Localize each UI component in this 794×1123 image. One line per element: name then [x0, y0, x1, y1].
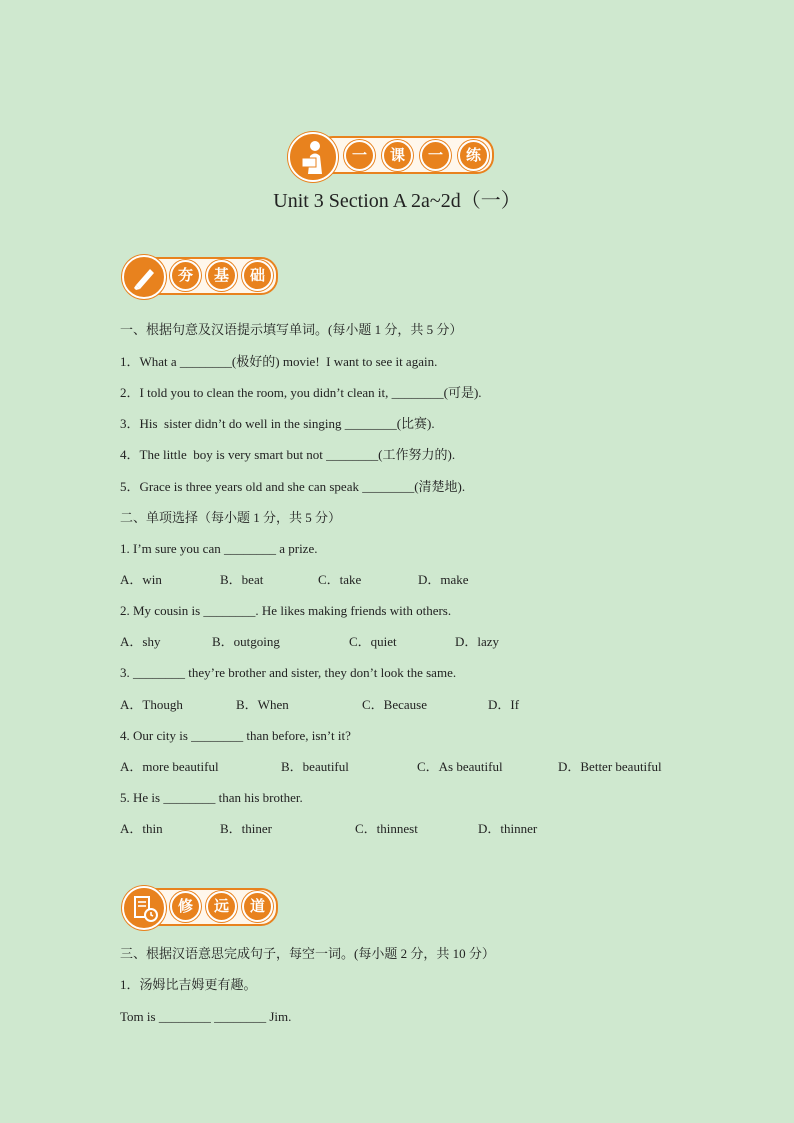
question-1-option-a: A．win [120, 572, 162, 587]
section-1-item-4: 4．The little boy is very smart but not ________(工作努力的). [120, 447, 456, 462]
question-5-option-a: A．thin [120, 821, 163, 836]
header-banner-char-4: 练 [458, 140, 489, 171]
header-banner-char-2: 课 [382, 140, 413, 171]
page-title: Unit 3 Section A 2a~2d（一） [273, 190, 521, 212]
improve-banner-char-3: 道 [242, 891, 273, 922]
question-2-option-c: C．quiet [349, 634, 397, 649]
question-5-stem: 5. He is ________ than his brother. [120, 790, 303, 805]
basic-section-banner [120, 253, 280, 299]
question-2-stem: 2. My cousin is ________. He likes making friends with others. [120, 603, 452, 618]
question-3-option-d: D．If [488, 697, 520, 712]
header-banner [286, 128, 496, 180]
question-2-option-d: D．lazy [455, 634, 500, 649]
question-4-option-a: A．more beautiful [120, 759, 219, 774]
section-3-item-1: 1．汤姆比吉姆更有趣。 [120, 977, 257, 992]
question-5-option-b: B．thiner [220, 821, 272, 836]
section-1-item-1: 1．What a ________(极好的) movie! I want to see it again. [120, 354, 438, 369]
basic-banner-char-2: 基 [206, 260, 237, 291]
improve-section-banner [120, 884, 280, 930]
question-1-option-b: B．beat [220, 572, 264, 587]
question-1-option-d: D．make [418, 572, 469, 587]
pencil-icon [122, 255, 166, 299]
question-3-stem: 3. ________ they’re brother and sister, they don’t look the same. [120, 665, 457, 680]
section-1-heading: 一、根据句意及汉语提示填写单词。(每小题 1 分，共 5 分） [120, 322, 463, 337]
basic-banner-char-1: 夯 [170, 260, 201, 291]
question-2-option-b: B．outgoing [212, 634, 280, 649]
basic-banner-char-3: 础 [242, 260, 273, 291]
question-3-option-a: A．Though [120, 697, 183, 712]
improve-banner-char-1: 修 [170, 891, 201, 922]
reading-person-icon [288, 132, 338, 182]
question-3-option-b: B．When [236, 697, 289, 712]
improve-banner-char-2: 远 [206, 891, 237, 922]
question-5-option-d: D．thinner [478, 821, 538, 836]
section-1-item-2: 2．I told you to clean the room, you didn’t clean it, ________(可是). [120, 385, 482, 400]
section-3-heading: 三、根据汉语意思完成句子，每空一词。(每小题 2 分，共 10 分） [120, 946, 495, 961]
question-4-option-d: D．Better beautiful [558, 759, 662, 774]
question-1-stem: 1. I’m sure you can ________ a prize. [120, 541, 318, 556]
question-4-option-c: C．As beautiful [417, 759, 503, 774]
section-2-heading: 二、单项选择（每小题 1 分，共 5 分） [120, 510, 342, 525]
question-2-option-a: A．shy [120, 634, 161, 649]
question-3-option-c: C．Because [362, 697, 427, 712]
section-1-item-3: 3．His sister didn’t do well in the singing ________(比赛). [120, 416, 435, 431]
question-5-option-c: C．thinnest [355, 821, 418, 836]
notebook-clock-icon [122, 886, 166, 930]
question-1-option-c: C．take [318, 572, 362, 587]
header-banner-char-3: 一 [420, 140, 451, 171]
section-1-item-5: 5．Grace is three years old and she can speak ________(清楚地). [120, 479, 466, 494]
question-4-stem: 4. Our city is ________ than before, isn’t it? [120, 728, 351, 743]
section-3-item-1-answer: Tom is ________ ________ Jim. [120, 1009, 292, 1024]
header-banner-char-1: 一 [344, 140, 375, 171]
question-4-option-b: B．beautiful [281, 759, 349, 774]
